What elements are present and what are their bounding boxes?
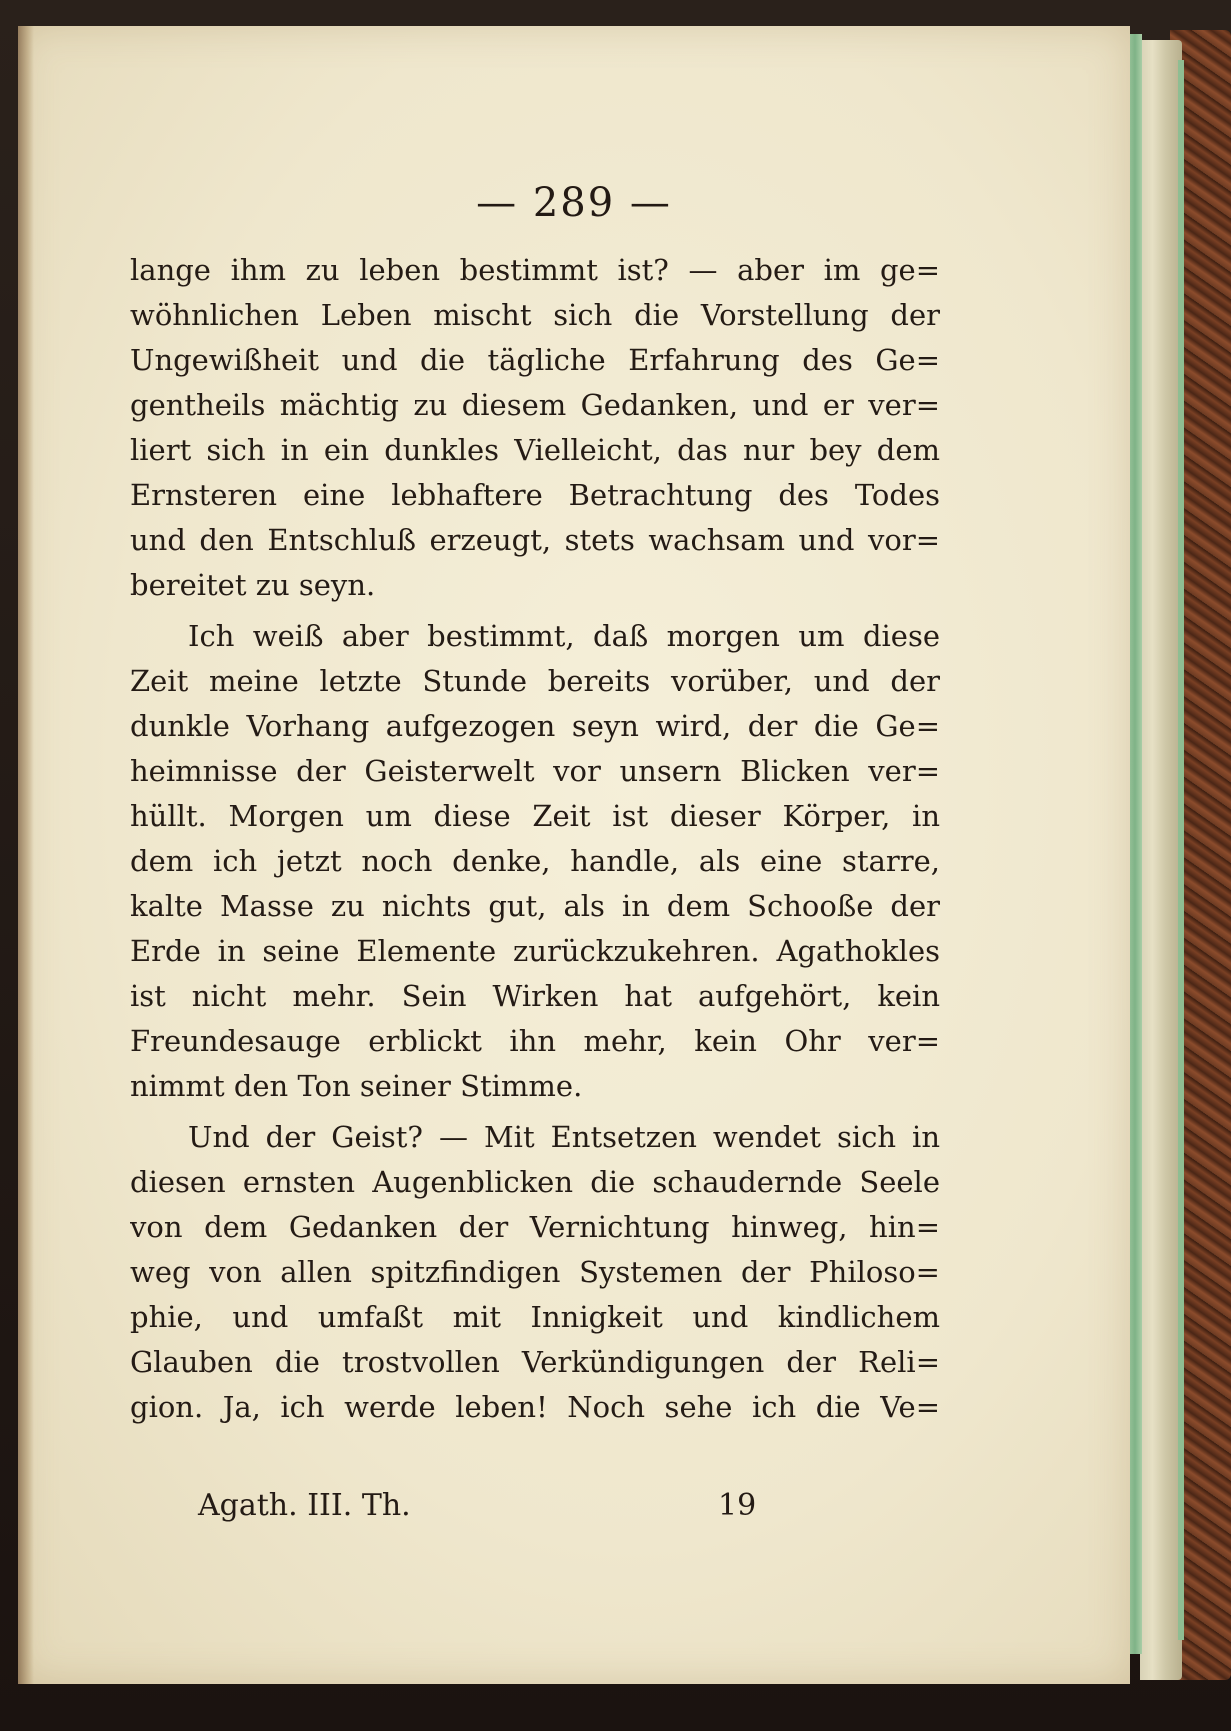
text-line: Ungewißheit und die tägliche Erfahrung des Ge=	[130, 343, 940, 377]
green-page-edge-outer	[1178, 60, 1184, 1640]
text-line: von dem Gedanken der Vernichtung hinweg, hin=	[130, 1210, 940, 1244]
text-line: Glauben die trostvollen Verkündigungen der Reli=	[130, 1345, 940, 1379]
page-stack-edge	[1140, 40, 1182, 1680]
text-line: heimnisse der Geisterwelt vor unsern Blicken ver=	[130, 754, 940, 788]
text-line: lange ihm zu leben bestimmt ist? — aber im ge=	[130, 253, 940, 287]
text-line: weg von allen spitzfindigen Systemen der Philoso=	[130, 1255, 940, 1289]
text-line: diesen ernsten Augenblicken die schaudernde Seele	[130, 1165, 940, 1199]
text-line: Erde in seine Elemente zurückzukehren. Agathokles	[130, 934, 940, 968]
text-line: gion. Ja, ich werde leben! Noch sehe ich die Ve=	[130, 1390, 940, 1424]
text-line: nimmt den Ton seiner Stimme.	[130, 1069, 583, 1103]
body-text	[130, 248, 940, 1430]
green-page-edge	[1128, 34, 1142, 1654]
signature-mark: Agath. III. Th.	[198, 1488, 411, 1523]
text-line: Ernsteren eine lebhaftere Betrachtung des Todes	[130, 478, 940, 512]
text-line: wöhnlichen Leben mischt sich die Vorstellung der	[130, 298, 940, 332]
book-page	[18, 26, 1130, 1684]
text-line: phie, und umfaßt mit Innigkeit und kindlichem	[130, 1300, 940, 1334]
text-line: und den Entschluß erzeugt, stets wachsam und vor=	[130, 523, 940, 557]
text-line: liert sich in ein dunkles Vielleicht, das nur bey dem	[130, 433, 940, 467]
text-line: Ich weiß aber bestimmt, daß morgen um diese	[188, 619, 940, 653]
page-gutter-shadow	[18, 26, 34, 1684]
sheet-number: 19	[718, 1488, 757, 1523]
page-number-header: — 289 —	[476, 180, 672, 226]
page-footer	[198, 1488, 758, 1538]
text-line: Zeit meine letzte Stunde bereits vorüber, und der	[130, 664, 940, 698]
text-line: Freundesauge erblickt ihn mehr, kein Ohr ver=	[130, 1024, 940, 1058]
text-line: bereitet zu seyn.	[130, 568, 376, 602]
text-line: gentheils mächtig zu diesem Gedanken, und er ver=	[130, 388, 940, 422]
text-line: kalte Masse zu nichts gut, als in dem Schooße der	[130, 889, 940, 923]
text-line: dem ich jetzt noch denke, handle, als eine starre,	[130, 844, 940, 878]
text-line: ist nicht mehr. Sein Wirken hat aufgehört, kein	[130, 979, 940, 1013]
text-line: hüllt. Morgen um diese Zeit ist dieser Körper, in	[130, 799, 940, 833]
text-line: Und der Geist? — Mit Entsetzen wendet sich in	[188, 1120, 940, 1154]
text-line: dunkle Vorhang aufgezogen seyn wird, der die Ge=	[130, 709, 940, 743]
